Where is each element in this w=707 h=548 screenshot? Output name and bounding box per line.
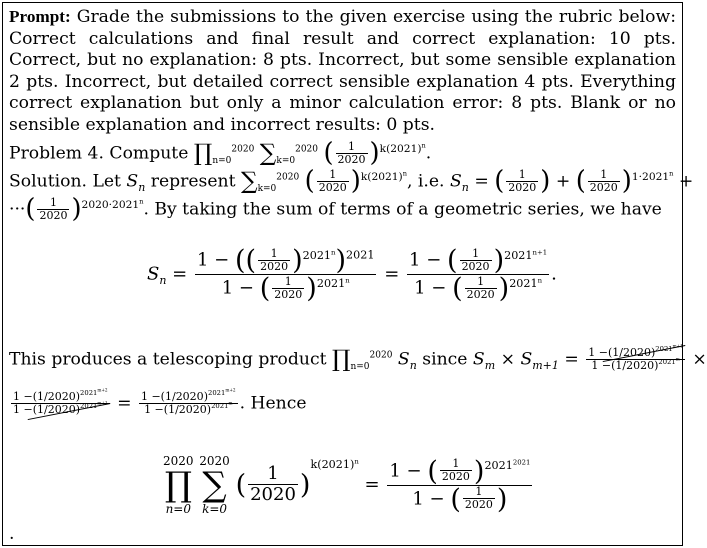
equation-final: 2020 ∏ n=0 2020 ∑ k=0 ( $\frac{1}{2020}$ )$^{k(2021)^n}$ = 1 − ( $\frac{1}{2020}$ )$^{2021^{2021}}$ 1 − ( $\frac{1}{2020}$ ) bbox=[163, 454, 531, 516]
telescoping-line-2: $\frac{1 -(1/2020)^{2021^{m+2}}}{1 -(1/2020)^{2021^{m+1}}}$ = $\frac{1 -(1/2020)^{2021^{m+2}}}{1 -(1/2020)^{2021^m}}$ . Hence bbox=[13, 388, 307, 417]
prompt-paragraph bbox=[9, 6, 676, 136]
document-page bbox=[2, 2, 707, 546]
equation-sn: $S_n$ = 1 − (( $\frac{1}{2020}$ )$^{2021^n}$)$^{2021}$ 1 − ( $\frac{1}{2020}$ )$^{2021^n}$ = 1 − ( $\frac{1}{2020}$ )$^{2021^{n+1}}$ 1 − ( $\frac{1}{2020}$ )$^{2021^n}$ . bbox=[147, 245, 557, 304]
problem-statement: Problem 4. Compute $\prod_{n=0}^{2020}$ $\sum_{k=0}^{2020}$ ( $\frac{1}{2020}$ )$^{k(2021)^n}$. bbox=[9, 138, 432, 168]
solution-line-2: ···( $\frac{1}{2020}$ )$^{2020\cdot 2021^n}$. By taking the sum of terms of a geometric series, we have bbox=[9, 194, 662, 224]
stray-period: . bbox=[9, 524, 15, 544]
telescoping-line-1: This produces a telescoping product $\prod_{n=0}^{2020}$ $S_n$ since $S_m \times S_{m+1}$ = $\frac{1 -(1/2020)^{2021^{m+1}}}{1 -(1/2020)^{2021^m}}$ × bbox=[9, 344, 707, 373]
solution-label: Solution. bbox=[9, 171, 87, 192]
problem-label: Problem 4. Compute bbox=[9, 143, 189, 164]
solution-line-1: Solution. Let $S_n$ represent $\sum_{k=0}^{2020}$ ( $\frac{1}{2020}$ )$^{k(2021)^n}$, i.e. $S_n$ = ( $\frac{1}{2020}$ ) + ( $\frac{1}{2020}$ )$^{1\cdot 2021^n}$ + bbox=[9, 166, 694, 196]
prompt-label: Prompt: bbox=[9, 7, 71, 26]
prompt-text: Grade the submissions to the given exercise using the rubric below: Correct calculations and final result and correct explanation: 10 pts. Correct, but no explanation: 8 pts. Incorrect, but some sensible explanation 2 pts. Incorrect, but detailed correct sensible explanation 4 pts. Everything correct explanation but only a minor calculation error: 8 pts. Blank or no sensible explanation and incorrect results: 0 pts. bbox=[9, 7, 677, 135]
